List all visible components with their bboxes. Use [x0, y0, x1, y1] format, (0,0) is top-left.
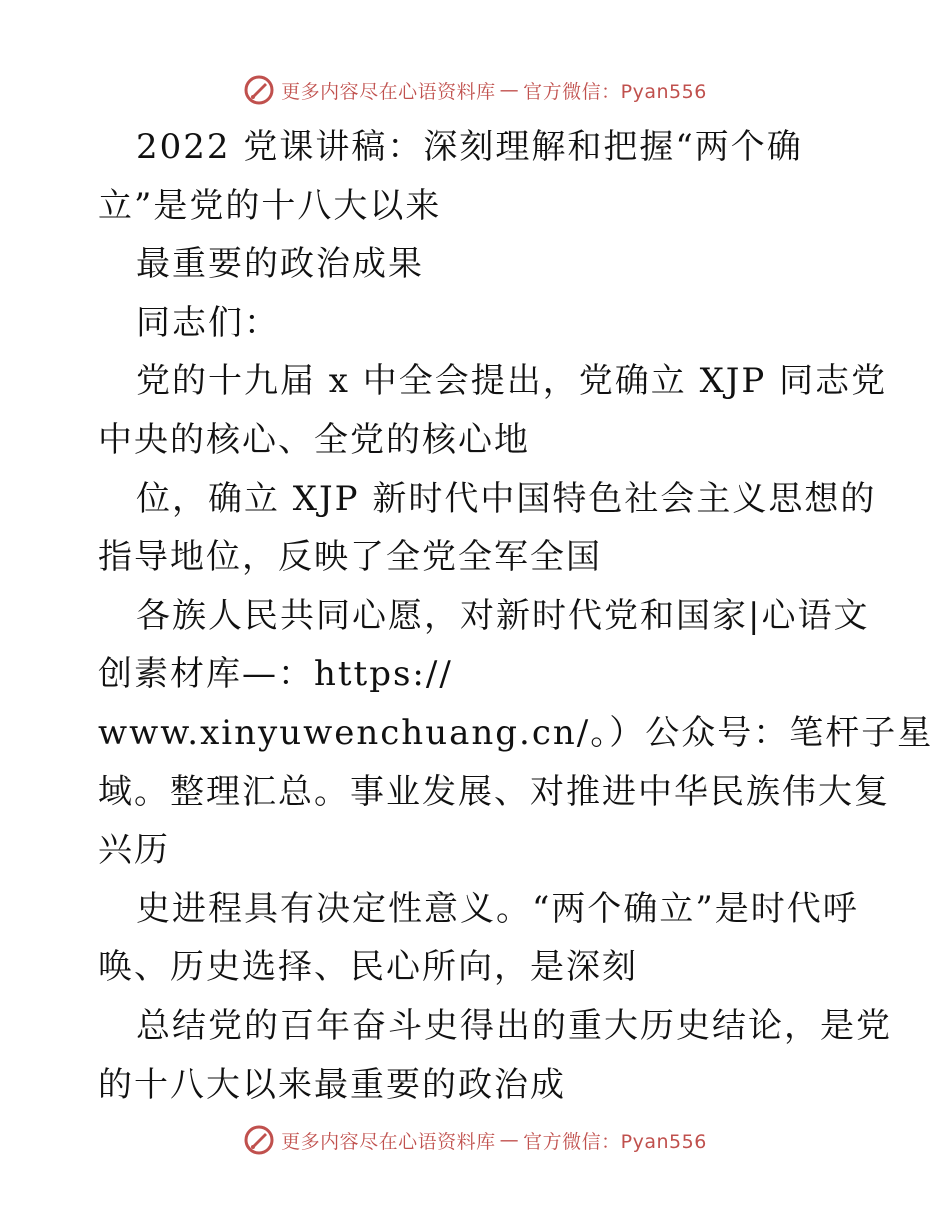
document-line: 同志们： [136, 302, 280, 343]
banner-separator: — [499, 79, 520, 101]
banner-text: 更多内容尽在心语资料库 [281, 80, 496, 103]
document-line: 指导地位，反映了全党全军全国 [98, 537, 602, 578]
footer-banner [0, 1120, 950, 1160]
document-line: 总结党的百年奋斗史得出的重大历史结论，是党 [136, 1005, 892, 1046]
document-line: 的十八大以来最重要的政治成 [98, 1064, 566, 1105]
header-banner [0, 70, 950, 110]
document-line: 2022 党课讲稿：深刻理解和把握“两个确 [136, 127, 803, 167]
document-line: 各族人民共同心愿，对新时代党和国家|心语文 [136, 595, 870, 636]
banner-wechat: 官方微信：Pyan556 [523, 1130, 707, 1153]
document-line: 域。整理汇总。事业发展、对推进中华民族伟大复 [98, 771, 890, 812]
quill-logo-icon [243, 1124, 275, 1156]
banner-separator: — [499, 1129, 520, 1151]
document-line: 位，确立 XJP 新时代中国特色社会主义思想的 [136, 478, 877, 519]
document-line: 史进程具有决定性意义。“两个确立”是时代呼 [136, 888, 859, 929]
document-line: 兴历 [98, 830, 170, 871]
banner-wechat: 官方微信：Pyan556 [523, 80, 707, 103]
document-line: 党的十九届 x 中全会提出，党确立 XJP 同志党 [136, 361, 888, 402]
document-line: www.xinyuwenchuang.cn/。）公众号：笔杆子星 [98, 712, 934, 753]
document-line: 立”是党的十八大以来 [98, 185, 442, 226]
document-line: 创素材库—：https:// [98, 654, 453, 695]
document-line: 唤、历史选择、民心所向，是深刻 [98, 947, 638, 988]
document-line: 中央的核心、全党的核心地 [98, 419, 530, 460]
document-line: 最重要的政治成果 [136, 244, 424, 285]
quill-logo-icon [243, 74, 275, 106]
banner-text: 更多内容尽在心语资料库 [281, 1130, 496, 1153]
document-body [98, 118, 934, 1114]
